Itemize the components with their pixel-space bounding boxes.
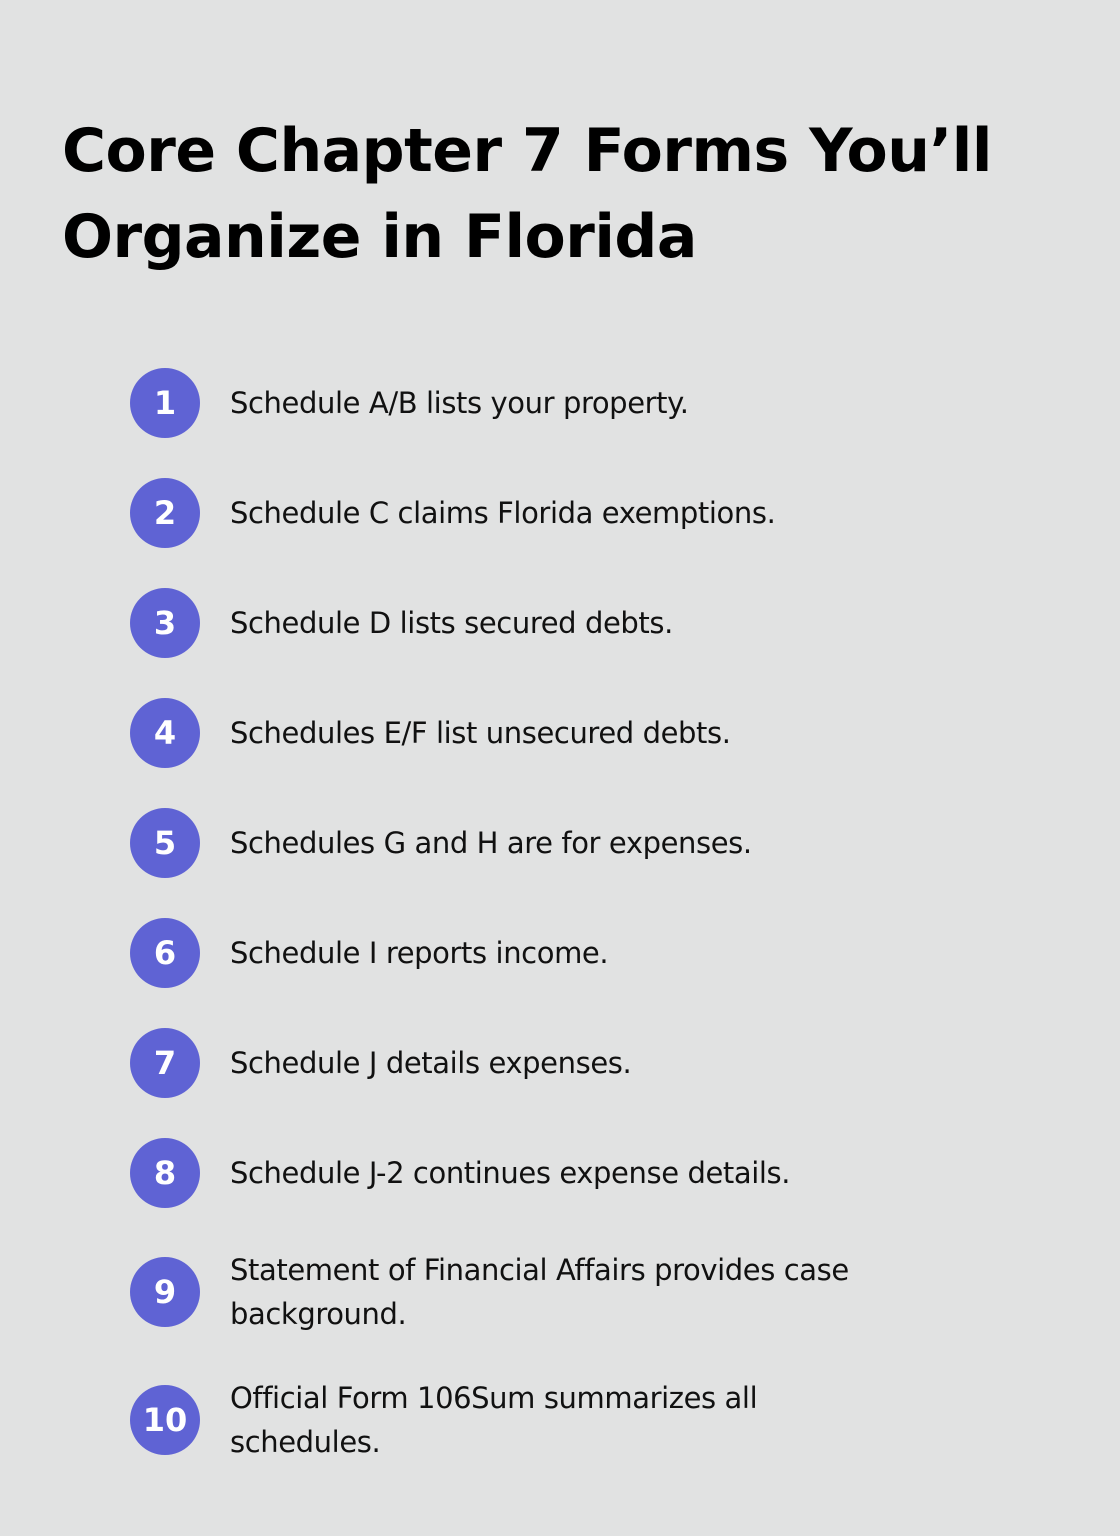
step-number-badge: 1 (130, 368, 200, 438)
list-item-text: Schedule J details expenses. (230, 1046, 632, 1080)
step-number-badge: 3 (130, 588, 200, 658)
list-item (130, 1138, 1030, 1208)
step-number-badge: 7 (130, 1028, 200, 1098)
step-number-badge: 2 (130, 478, 200, 548)
list-item-text: Schedule C claims Florida exemptions. (230, 496, 776, 530)
list-item (130, 588, 1030, 658)
list-item-text: Official Form 106Sum summarizes all schedules. (230, 1381, 758, 1459)
list-item-text: Schedule A/B lists your property. (230, 386, 689, 420)
list-item (130, 698, 1030, 768)
list-item (130, 368, 1030, 438)
list-item-text: Schedule I reports income. (230, 936, 609, 970)
step-number-badge: 10 (130, 1385, 200, 1455)
list-item (130, 918, 1030, 988)
list-item-text: Schedule D lists secured debts. (230, 606, 673, 640)
list-item (130, 1028, 1030, 1098)
list-item-text: Schedules G and H are for expenses. (230, 826, 752, 860)
list-item-text: Schedule J-2 continues expense details. (230, 1156, 791, 1190)
page-title: Core Chapter 7 Forms You’ll Organize in Florida (62, 116, 992, 272)
list-item-text: Statement of Financial Affairs provides case background. (230, 1253, 849, 1331)
list-item (130, 1248, 1030, 1336)
step-number-badge: 9 (130, 1257, 200, 1327)
list-item (130, 478, 1030, 548)
step-number-badge: 5 (130, 808, 200, 878)
list-item (130, 1376, 1030, 1464)
step-number-badge: 8 (130, 1138, 200, 1208)
step-number-badge: 6 (130, 918, 200, 988)
list-item (130, 808, 1030, 878)
list-item-text: Schedules E/F list unsecured debts. (230, 716, 731, 750)
step-number-badge: 4 (130, 698, 200, 768)
